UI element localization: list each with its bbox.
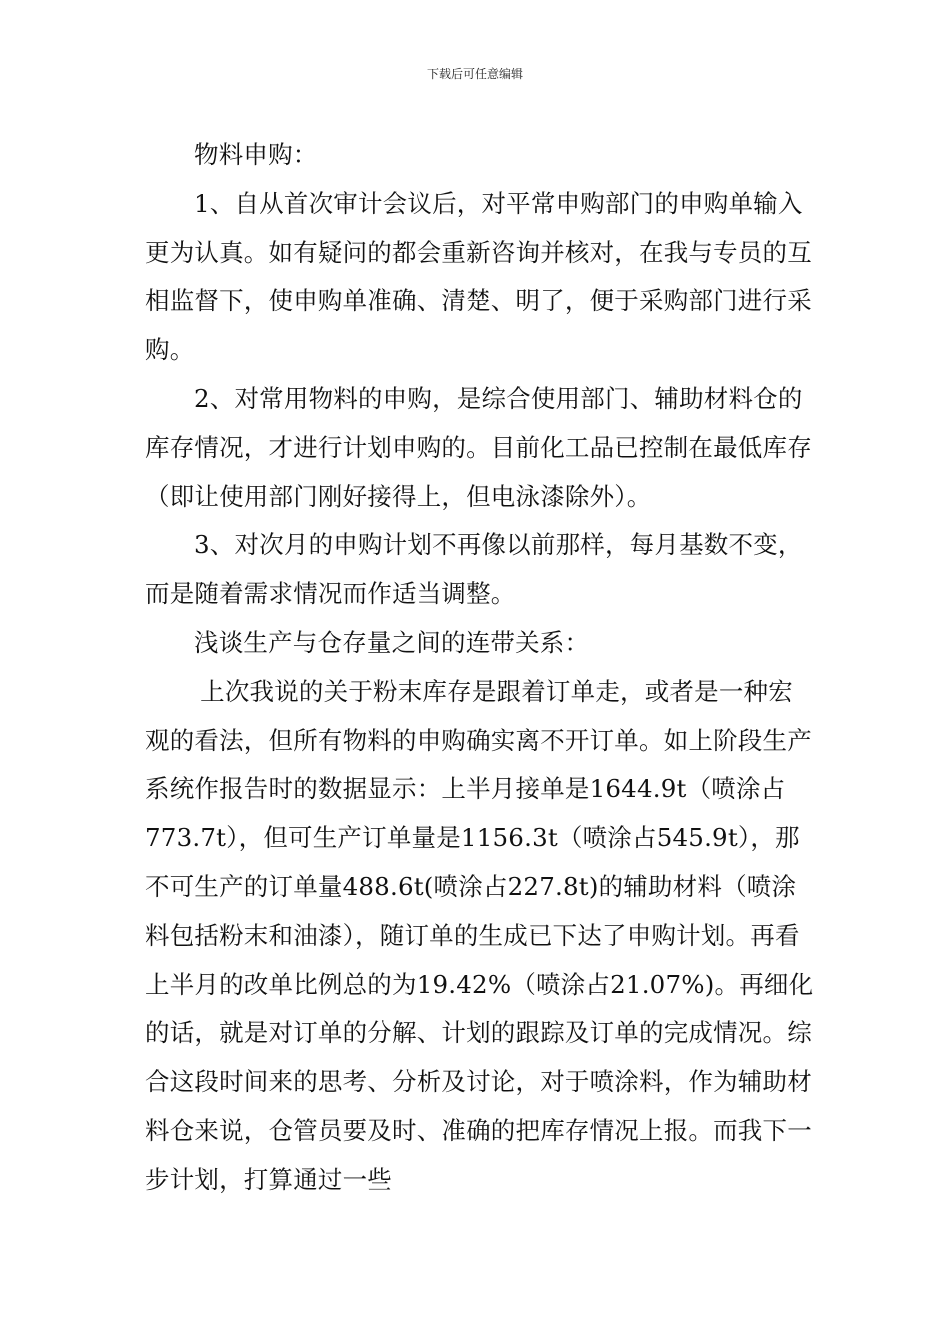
paragraph-item-2: 2、对常用物料的申购，是综合使用部门、辅助材料仓的库存情况，才进行计划申购的。目前化工品已控制在最低库存（即让使用部门刚好接得上，但电泳漆除外）。 (145, 383, 812, 511)
page-header: 下载后可任意编辑 (426, 67, 523, 81)
paragraph-analysis: 上次我说的关于粉末库存是跟着订单走，或者是一种宏观的看法，但所有物料的申购确实离不开订单。如上阶段生产系统作报告时的数据显示：上半月接单是1644.9t（喷涂占773.7t），但可生产订单量是1156.3t（喷涂占545.9t），那不可生产的订单量488.6t(喷涂占227.8t)的辅助材料（喷涂料包括粉末和油漆），随订单的生成已下达了申购计划。再看上半月的改单比例总的为19.42%（喷涂占21.07%)。再细化的话，就是对订单的分解、计划的跟踪及订单的完成情况。综合这段时间来的思考、分析及讨论，对于喷涂料，作为辅助材料仓来说，仓管员要及时、准确的把库存情况上报。而我下一步计划，打算通过一些 (145, 676, 814, 1194)
paragraph-item-3: 3、对次月的申购计划不再像以前那样，每月基数不变，而是随着需求情况而作适当调整。 (145, 530, 803, 609)
document-body (145, 131, 817, 1205)
section-heading-production-inventory: 浅谈生产与仓存量之间的连带关系： (194, 627, 590, 657)
paragraph-item-1: 1、自从首次审计会议后，对平常申购部门的申购单输入更为认真。如有疑问的都会重新咨询并核对，在我与专员的互相监督下，使申购单准确、清楚、明了，便于采购部门进行采购。 (145, 188, 812, 365)
section-heading-material-purchase: 物料申购： (194, 140, 318, 169)
